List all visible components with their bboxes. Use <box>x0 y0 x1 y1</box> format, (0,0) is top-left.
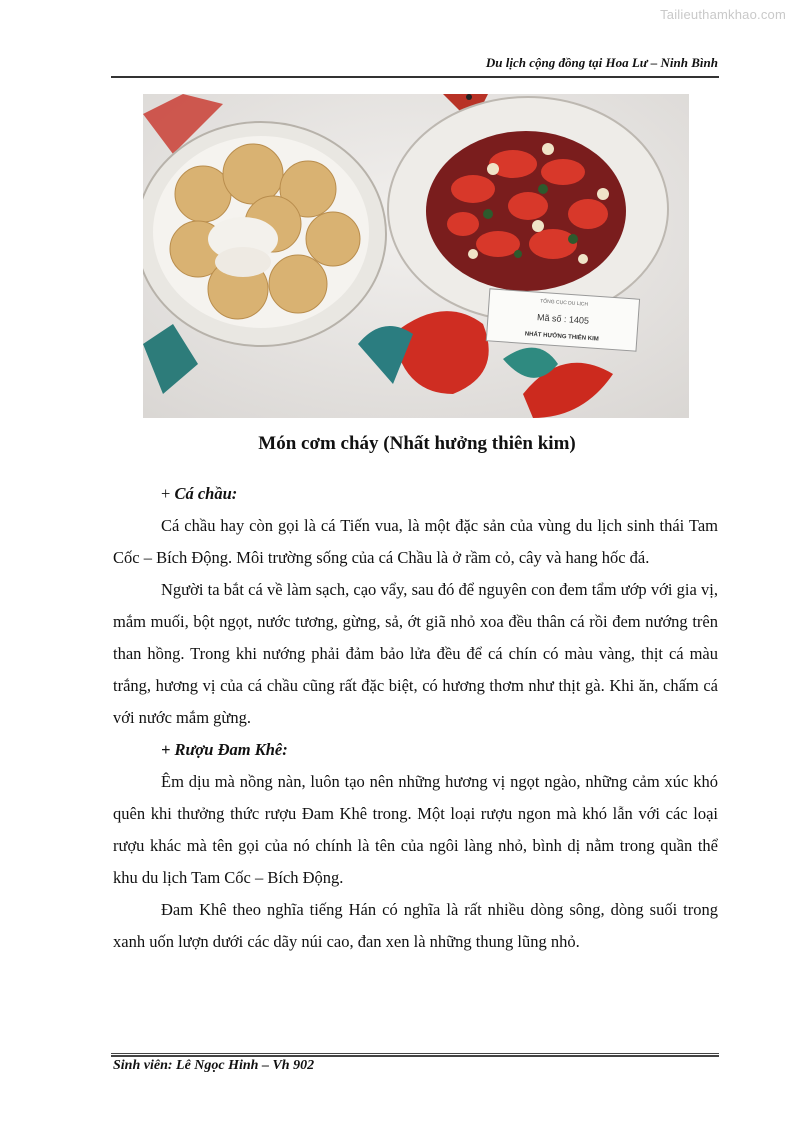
photo-illustration <box>143 94 689 418</box>
label-card-name: NHẤT HƯỞNG THIÊN KIM <box>524 331 599 343</box>
paragraph: Đam Khê theo nghĩa tiếng Hán có nghĩa là rất nhiều dòng sông, dòng suối trong xanh uốn lượn dưới các dãy núi cao, đan xen là những thung lũng nhỏ. <box>113 900 718 951</box>
footer-rule <box>111 1053 719 1057</box>
figure-caption: Món cơm cháy (Nhất hưởng thiên kim) <box>258 433 576 454</box>
label-card-top: TỔNG CỤC DU LỊCH <box>539 298 589 308</box>
paragraph: Êm dịu mà nồng nàn, luôn tạo nên những hương vị ngọt ngào, những cảm xúc khó quên khi thưởng thức rượu Đam Khê trong. Một loại rượu ngon mà khó lẫn với các loại rượu khác mà tên gọi của nó chính là tên của ngôi làng nhỏ, bình dị nằm trong quần thể khu du lịch Tam Cốc – Bích Động. <box>113 772 718 887</box>
running-header: Du lịch cộng đồng tại Hoa Lư – Ninh Bình <box>485 55 718 70</box>
footer-author: Sinh viên: Lê Ngọc Hinh – Vh 902 <box>113 1058 315 1073</box>
watermark: Tailieuthamkhao.com <box>660 7 786 22</box>
label-card-code: Mã số : 1405 <box>536 312 590 326</box>
section-heading: + Cá chầu: <box>161 484 238 503</box>
food-photo <box>143 94 689 418</box>
section-heading: + Rượu Đam Khê: <box>161 740 288 759</box>
paragraph: Người ta bắt cá về làm sạch, cạo vẩy, sau đó để nguyên con đem tẩm ướp với gia vị, mắm muối, bột ngọt, nước tương, gừng, sả, ớt giã nhỏ xoa đều thân cá rồi đem nướng trên than hồng. Trong khi nướng phải đảm bảo lửa đều để cá chín có màu vàng, thịt cá màu trắng, hương vị của cá chầu cũng rất đặc biệt, có hương thơm như thịt gà. Khi ăn, chấm cá với nước mắm gừng. <box>113 580 718 727</box>
paragraph: Cá chầu hay còn gọi là cá Tiến vua, là một đặc sản của vùng du lịch sinh thái Tam Cốc – Bích Động. Môi trường sống của cá Chầu là ở rầm cỏ, cây và hang hốc đá. <box>113 516 718 567</box>
header-rule <box>111 76 719 78</box>
body-text <box>113 478 718 958</box>
